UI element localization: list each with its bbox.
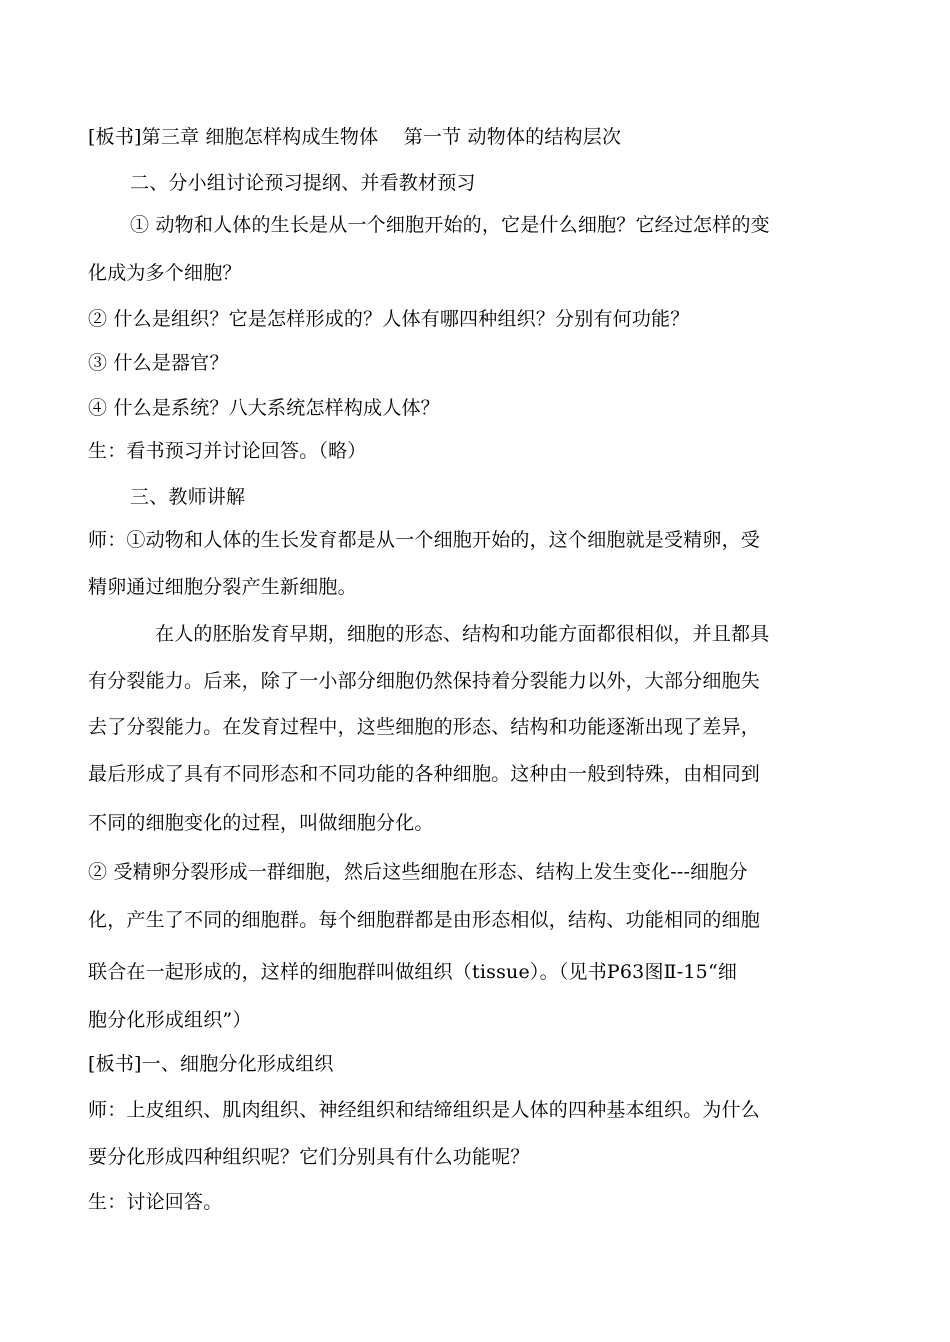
teacher-question-line-2: 要分化形成四种组织呢？它们分别具有什么功能呢？ bbox=[88, 1146, 530, 1168]
tissue-paragraph-line-1: ② 受精卵分裂形成一群细胞，然后这些细胞在形态、结构上发生变化---细胞分 bbox=[88, 861, 748, 883]
tissue-paragraph-line-2: 化，产生了不同的细胞群。每个细胞群都是由形态相似，结构、功能相同的细胞 bbox=[88, 909, 761, 931]
student-response-2: 生：讨论回答。 bbox=[88, 1191, 223, 1213]
development-paragraph-line-1: 在人的胚胎发育早期，细胞的形态、结构和功能方面都很相似，并且都具 bbox=[155, 623, 770, 645]
section-heading-group-discussion: 二、分小组讨论预习提纲、并看教材预习 bbox=[130, 172, 476, 194]
board-heading-cell-differentiation: [板书]一、细胞分化形成组织 bbox=[88, 1053, 334, 1075]
development-paragraph-line-3: 去了分裂能力。在发育过程中，这些细胞的形态、结构和功能逐渐出现了差异， bbox=[88, 716, 761, 738]
board-heading-chapter: [板书]第三章 细胞怎样构成生物体 第一节 动物体的结构层次 bbox=[88, 126, 622, 148]
section-heading-teacher-explanation: 三、教师讲解 bbox=[130, 486, 246, 508]
teacher-question-line-1: 师：上皮组织、肌肉组织、神经组织和结缔组织是人体的四种基本组织。为什么 bbox=[88, 1099, 761, 1121]
student-response-1: 生：看书预习并讨论回答。（略） bbox=[88, 440, 367, 462]
question-4: ④ 什么是系统？八大系统怎样构成人体？ bbox=[88, 397, 440, 419]
question-2: ② 什么是组织？它是怎样形成的？人体有哪四种组织？分别有何功能？ bbox=[88, 308, 690, 330]
tissue-paragraph-line-3: 联合在一起形成的，这样的细胞群叫做组织（tissue）。（见书P63图Ⅱ-15“细 bbox=[88, 961, 738, 983]
question-1-line-1: ① 动物和人体的生长是从一个细胞开始的，它是什么细胞？它经过怎样的变 bbox=[130, 214, 770, 236]
development-paragraph-line-4: 最后形成了具有不同形态和不同功能的各种细胞。这种由一般到特殊，由相同到 bbox=[88, 763, 761, 785]
question-3: ③ 什么是器官？ bbox=[88, 352, 229, 374]
tissue-paragraph-line-4: 胞分化形成组织”） bbox=[88, 1009, 252, 1031]
teacher-paragraph-1-line-2: 精卵通过细胞分裂产生新细胞。 bbox=[88, 576, 357, 598]
teacher-paragraph-1-line-1: 师：①动物和人体的生长发育都是从一个细胞开始的，这个细胞就是受精卵，受 bbox=[88, 529, 761, 551]
question-1-line-2: 化成为多个细胞？ bbox=[88, 262, 242, 284]
development-paragraph-line-5: 不同的细胞变化的过程，叫做细胞分化。 bbox=[88, 812, 434, 834]
development-paragraph-line-2: 有分裂能力。后来，除了一小部分细胞仍然保持着分裂能力以外，大部分细胞失 bbox=[88, 670, 761, 692]
